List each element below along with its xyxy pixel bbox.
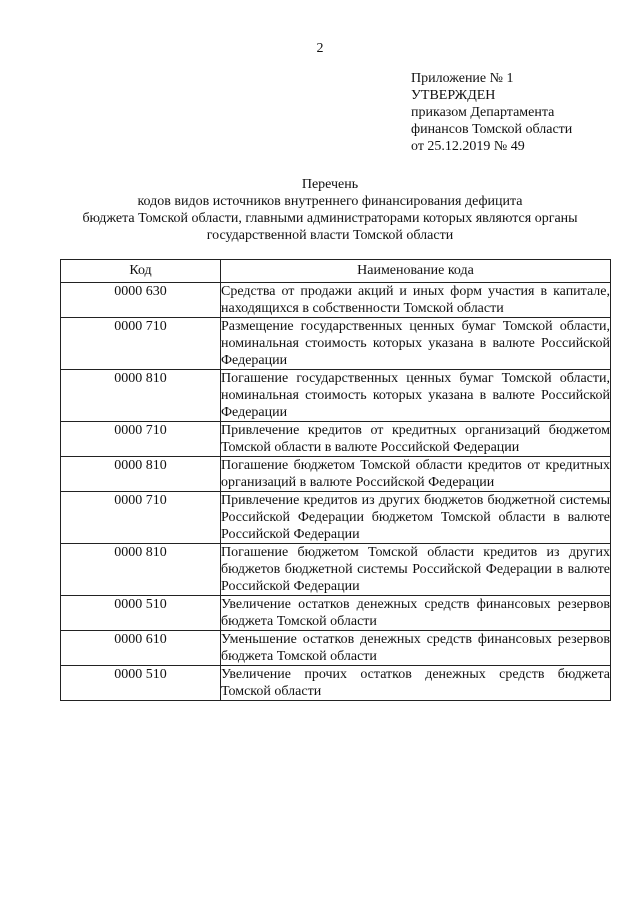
row-name: Привлечение кредитов из других бюджетов бюджетной системы Российской Федерации бюджетом Томской области в валюте Российской Федерации xyxy=(221,493,610,542)
row-name: Увеличение остатков денежных средств финансовых резервов бюджета Томской области xyxy=(221,597,610,629)
row-name: Погашение бюджетом Томской области кредитов из других бюджетов бюджетной системы Российской Федерации в валюте Российской Федерации xyxy=(221,545,610,594)
codes-table xyxy=(60,259,611,701)
row-code: 0000 510 xyxy=(61,666,221,701)
table-row xyxy=(61,544,611,596)
row-code: 0000 810 xyxy=(61,457,221,492)
table-header-row xyxy=(61,260,611,283)
title-line: Перечень xyxy=(301,177,359,192)
title-line: государственной власти Томской области xyxy=(206,228,454,243)
title-line: бюджета Томской области, главными администраторами которых являются органы xyxy=(82,211,578,226)
approval-line: УТВЕРЖДЕН xyxy=(411,88,496,103)
row-name: Погашение государственных ценных бумаг Томской области, номинальная стоимость которых указана в валюте Российской Федерации xyxy=(221,371,610,420)
table-row xyxy=(61,318,611,370)
table-row xyxy=(61,492,611,544)
row-name: Средства от продажи акций и иных форм участия в капитале, находящихся в собственности Томской области xyxy=(221,284,610,316)
approval-line: финансов Томской области xyxy=(411,122,573,137)
row-name: Погашение бюджетом Томской области кредитов от кредитных организаций в валюте Российской Федерации xyxy=(221,458,610,490)
table-row xyxy=(61,283,611,318)
title-line: кодов видов источников внутреннего финансирования дефицита xyxy=(137,194,523,209)
row-code: 0000 630 xyxy=(61,283,221,318)
approval-line: Приложение № 1 xyxy=(411,71,514,86)
row-code: 0000 810 xyxy=(61,544,221,596)
table-row xyxy=(61,631,611,666)
row-code: 0000 510 xyxy=(61,596,221,631)
page-number: 2 xyxy=(316,41,324,56)
row-code: 0000 710 xyxy=(61,318,221,370)
table-row xyxy=(61,422,611,457)
approval-line: от 25.12.2019 № 49 xyxy=(411,139,525,154)
row-code: 0000 710 xyxy=(61,492,221,544)
approval-line: приказом Департамента xyxy=(411,105,555,120)
row-name: Увеличение прочих остатков денежных средств бюджета Томской области xyxy=(221,667,610,699)
document-title xyxy=(30,176,630,244)
row-name: Привлечение кредитов от кредитных организаций бюджетом Томской области в валюте Российской Федерации xyxy=(221,423,610,455)
header-code: Код xyxy=(61,260,221,283)
row-code: 0000 710 xyxy=(61,422,221,457)
row-name: Размещение государственных ценных бумаг Томской области, номинальная стоимость которых указана в валюте Российской Федерации xyxy=(221,319,610,368)
table-row xyxy=(61,596,611,631)
table-row xyxy=(61,666,611,701)
row-name: Уменьшение остатков денежных средств финансовых резервов бюджета Томской области xyxy=(221,632,610,664)
table-row xyxy=(61,370,611,422)
approval-stamp xyxy=(411,70,631,155)
row-code: 0000 610 xyxy=(61,631,221,666)
row-code: 0000 810 xyxy=(61,370,221,422)
header-name: Наименование кода xyxy=(221,260,611,283)
table-row xyxy=(61,457,611,492)
